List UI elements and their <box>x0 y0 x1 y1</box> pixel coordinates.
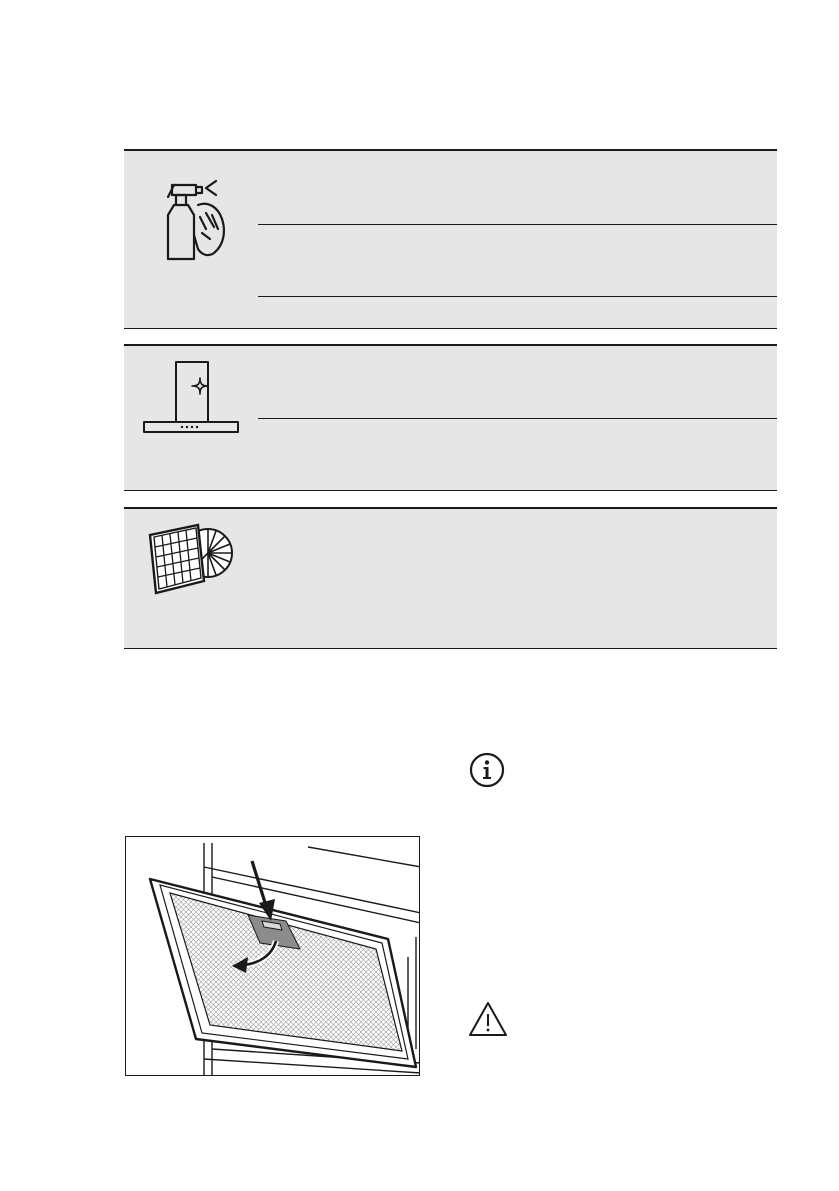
warning-icon <box>467 1000 509 1038</box>
grease-filter-illustration <box>125 836 420 1076</box>
charcoal-filter-icon <box>146 519 238 599</box>
table-row-hood <box>124 344 777 491</box>
row-divider <box>258 418 777 419</box>
cooker-hood-icon <box>142 360 242 438</box>
table-row-cleaning <box>124 149 777 329</box>
table-row-filters <box>124 507 777 649</box>
spray-and-cloth-icon <box>160 175 232 263</box>
row-divider <box>258 224 777 225</box>
row-divider <box>258 296 777 297</box>
info-icon <box>469 752 505 788</box>
grease-filter-removal-illustration <box>126 837 420 1076</box>
